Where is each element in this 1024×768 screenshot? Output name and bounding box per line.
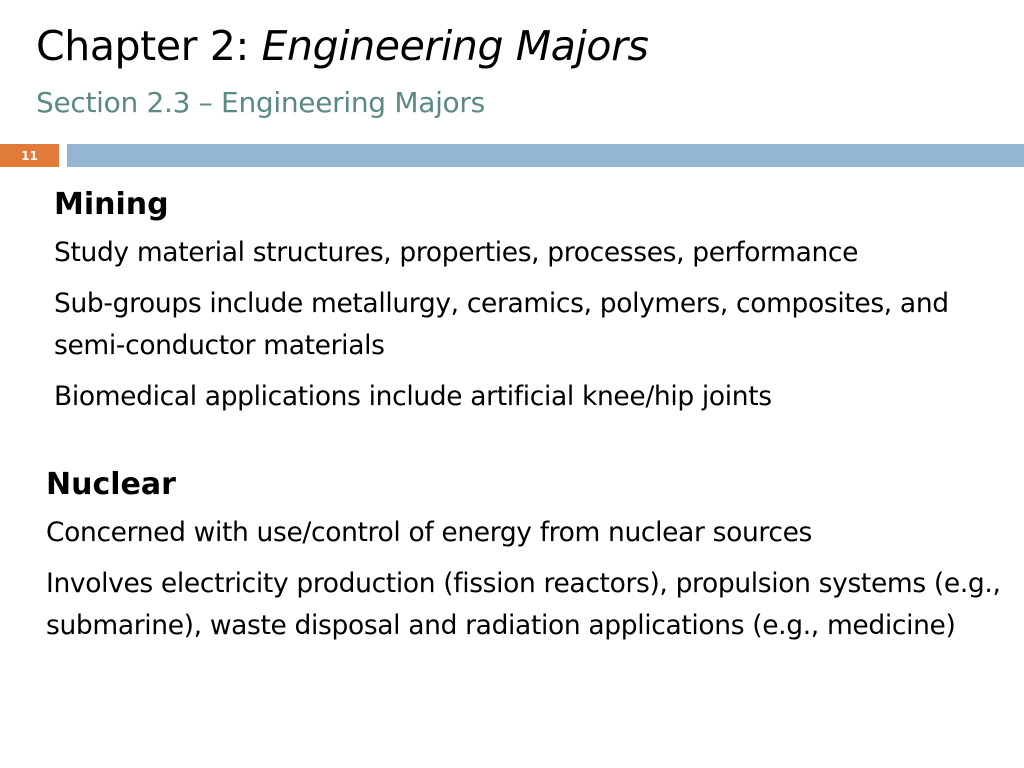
bullet-list-mining (54, 232, 1019, 418)
bullet-item: Concerned with use/control of energy from nuclear sources (46, 517, 812, 548)
bullet-item: Study material structures, properties, processes, performance (54, 237, 859, 268)
section-nuclear (46, 467, 1006, 647)
bullet-item: Sub-groups include metallurgy, ceramics, polymers, composites, and semi-conductor materials (54, 288, 949, 361)
section-heading-nuclear: Nuclear (46, 467, 176, 502)
title-topic: Engineering Majors (261, 22, 649, 70)
section-heading-mining: Mining (54, 187, 169, 222)
header-divider-bar (67, 144, 1024, 167)
bullet-item: Involves electricity production (fission reactors), propulsion systems (e.g., submarine), waste disposal and radiation applications (e.g., medicine) (46, 568, 1001, 641)
slide-subtitle: Section 2.3 – Engineering Majors (36, 86, 485, 119)
slide-title (36, 22, 649, 71)
section-mining (54, 187, 1019, 418)
bullet-list-nuclear (46, 512, 1006, 647)
slide-number-badge (0, 144, 59, 167)
bullet-item: Biomedical applications include artificial knee/hip joints (54, 381, 772, 412)
slide-number: 11 (21, 148, 38, 163)
title-chapter: Chapter 2: (36, 22, 262, 70)
